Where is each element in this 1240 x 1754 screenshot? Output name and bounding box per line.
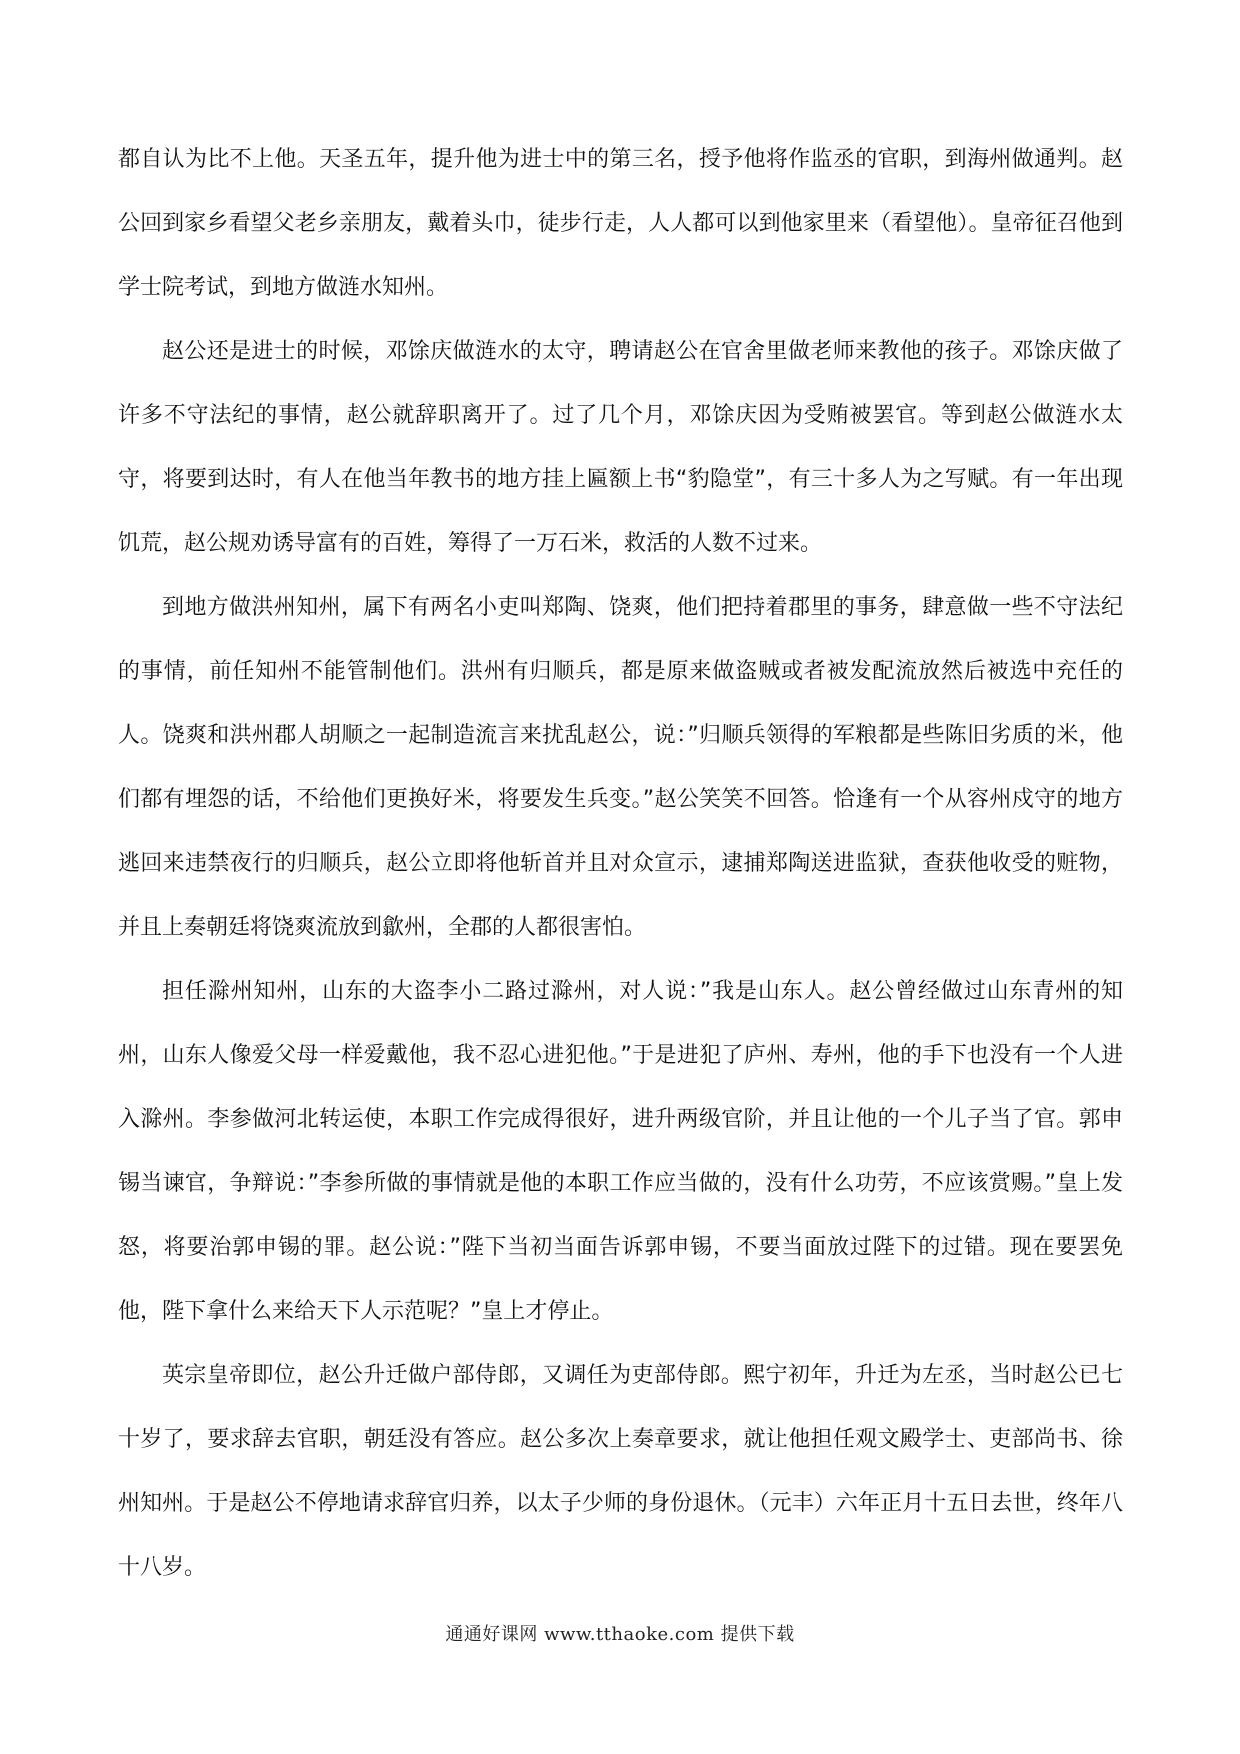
paragraph: 到地方做洪州知州，属下有两名小吏叫郑陶、饶爽，他们把持着郡里的事务，肆意做一些不守法纪的事情，前任知州不能管制他们。洪州有归顺兵，都是原来做盗贼或者被发配流放然后被选中充任的人。饶爽和洪州郡人胡顺之一起制造流言来扰乱赵公，说：”归顺兵领得的军粮都是些陈旧劣质的米，他们都有埋怨的话，不给他们更换好米，将要发生兵变。”赵公笑笑不回答。恰逢有一个从容州戍守的地方逃回来违禁夜行的归顺兵，赵公立即将他斩首并且对众宣示，逮捕郑陶送进监狱，查获他收受的赃物，并且上奏朝廷将饶爽流放到歙州，全郡的人都很害怕。: [118, 595, 1123, 940]
document-body: [118, 128, 1123, 1600]
paragraph: 英宗皇帝即位，赵公升迁做户部侍郎，又调任为吏部侍郎。熙宁初年，升迁为左丞，当时赵公已七十岁了，要求辞去官职，朝廷没有答应。赵公多次上奏章要求，就让他担任观文殿学士、吏部尚书、徐州知州。于是赵公不停地请求辞官归养，以太子少师的身份退休。（元丰）六年正月十五日去世，终年八十八岁。: [118, 1363, 1123, 1580]
paragraph-continuation: 都自认为比不上他。天圣五年，提升他为进士中的第三名，授予他将作监丞的官职，到海州做通判。赵公回到家乡看望父老乡亲朋友，戴着头巾，徒步行走，人人都可以到他家里来（看望他）。皇帝征召他到学士院考试，到地方做涟水知州。: [118, 147, 1123, 300]
paragraph: 担任滁州知州，山东的大盗李小二路过滁州，对人说：”我是山东人。赵公曾经做过山东青州的知州，山东人像爱父母一样爱戴他，我不忍心进犯他。”于是进犯了庐州、寿州，他的手下也没有一个人进入滁州。李参做河北转运使，本职工作完成得很好，进升两级官阶，并且让他的一个儿子当了官。郭申锡当谏官，争辩说：”李参所做的事情就是他的本职工作应当做的，没有什么功劳，不应该赏赐。”皇上发怒，将要治郭申锡的罪。赵公说：”陛下当初当面告诉郭申锡，不要当面放过陛下的过错。现在要罢免他，陛下拿什么来给天下人示范呢？”皇上才停止。: [118, 979, 1123, 1324]
page-footer: 通通好课网 www.tthaoke.com 提供下载: [445, 1624, 795, 1645]
paragraph: 赵公还是进士的时候，邓馀庆做涟水的太守，聘请赵公在官舍里做老师来教他的孩子。邓馀庆做了许多不守法纪的事情，赵公就辞职离开了。过了几个月，邓馀庆因为受贿被罢官。等到赵公做涟水太守，将要到达时，有人在他当年教书的地方挂上匾额上书“豹隐堂”，有三十多人为之写赋。有一年出现饥荒，赵公规劝诱导富有的百姓，筹得了一万石米，救活的人数不过来。: [118, 339, 1123, 556]
